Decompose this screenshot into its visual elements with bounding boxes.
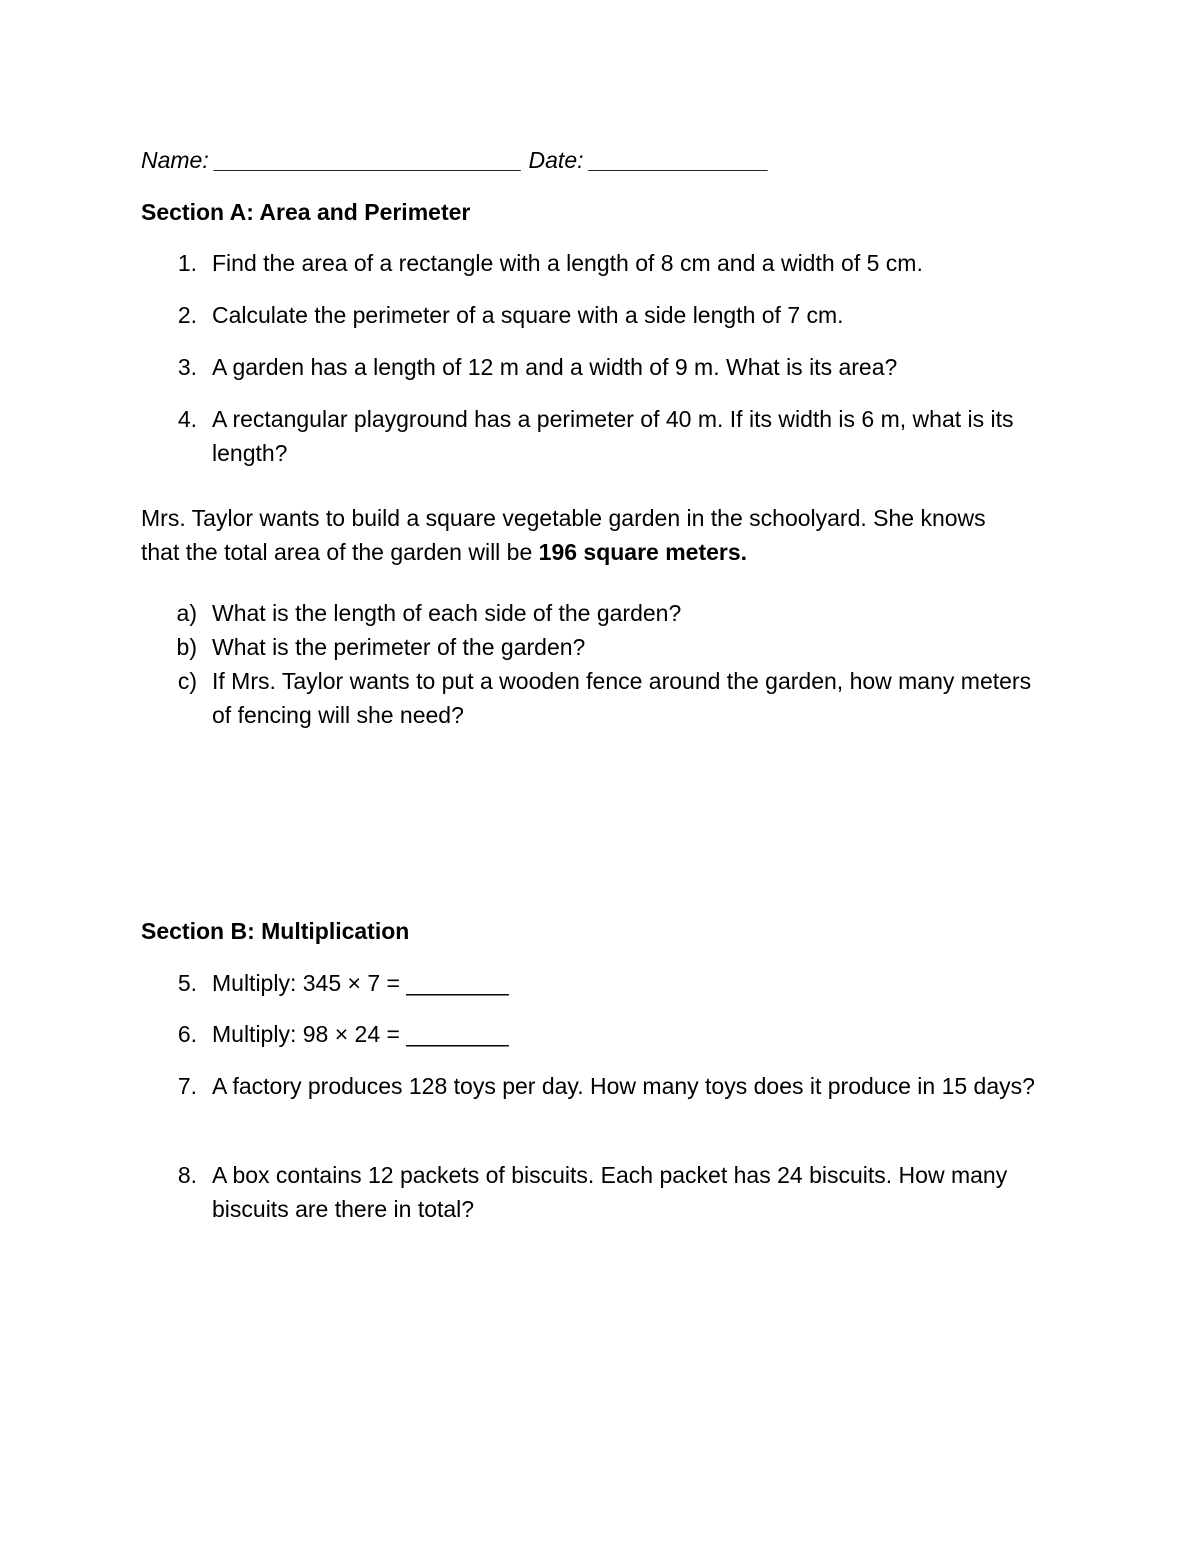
part-text: If Mrs. Taylor wants to put a wooden fence around the garden, how many meters of fencing will she need?	[212, 668, 1032, 728]
question-text: Multiply: 98 × 24 = ________	[212, 1021, 509, 1047]
date-blank: ______________	[589, 147, 769, 173]
question-number: 5.	[177, 970, 197, 996]
part-label: c)	[177, 668, 197, 694]
part-label: a)	[176, 600, 197, 626]
part-label: b)	[176, 634, 197, 660]
question-text: A box contains 12 packets of biscuits. Each packet has 24 biscuits. How many biscuits are there in total?	[212, 1162, 1008, 1222]
part-text: What is the length of each side of the garden?	[212, 600, 682, 626]
name-blank: ________________________	[215, 147, 523, 173]
question-number: 2.	[177, 302, 197, 328]
question-text: A rectangular playground has a perimeter of 40 m. If its width is 6 m, what is its length?	[212, 406, 1014, 466]
question-number: 3.	[177, 354, 197, 380]
question-number: 7.	[177, 1073, 197, 1099]
date-label: Date:	[528, 147, 584, 173]
word-problem-paragraph	[141, 501, 1001, 569]
question-number: 1.	[177, 250, 197, 276]
question-text: Multiply: 345 × 7 = ________	[212, 970, 509, 996]
section-a-title: Section A: Area and Perimeter	[141, 199, 471, 225]
section-b-title: Section B: Multiplication	[141, 918, 410, 944]
question-number: 4.	[177, 406, 197, 432]
name-date-line	[141, 143, 1061, 177]
word-problem-emphasis: 196 square meters.	[538, 539, 748, 565]
name-label: Name:	[141, 147, 209, 173]
question-number: 8.	[177, 1162, 197, 1188]
question-text: Calculate the perimeter of a square with a side length of 7 cm.	[212, 302, 844, 328]
question-text: A garden has a length of 12 m and a width of 9 m. What is its area?	[212, 354, 898, 380]
question-text: Find the area of a rectangle with a length of 8 cm and a width of 5 cm.	[212, 250, 923, 276]
question-text: A factory produces 128 toys per day. How many toys does it produce in 15 days?	[212, 1073, 1035, 1099]
question-number: 6.	[177, 1021, 197, 1047]
part-text: What is the perimeter of the garden?	[212, 634, 586, 660]
word-problem-intro: Mrs. Taylor wants to build a square vegetable garden in the schoolyard. She knows that the total area of the garden will be	[141, 505, 986, 565]
